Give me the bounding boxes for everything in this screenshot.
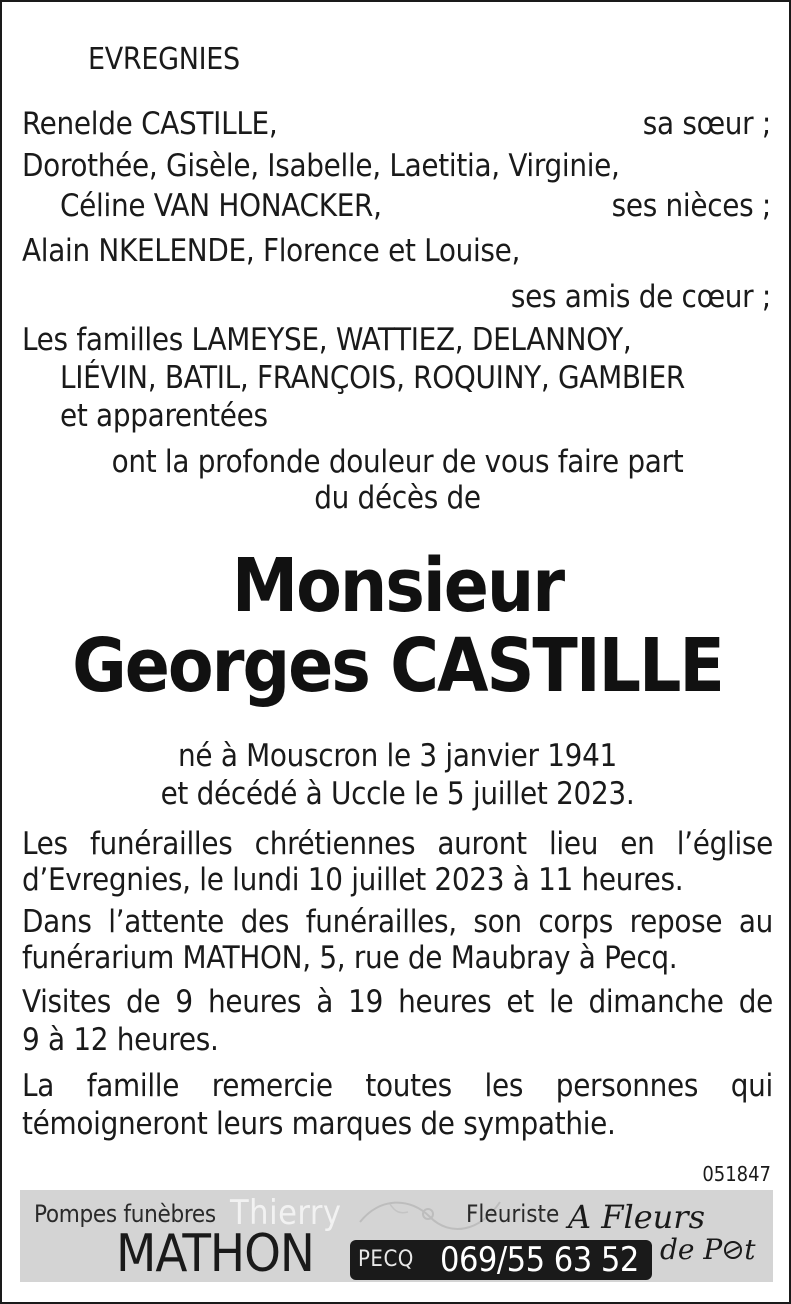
village-heading: EVREGNIES — [88, 42, 240, 77]
paragraph-line: La famille remercie toutes les personnes qui — [22, 1068, 773, 1104]
announcement-line: du décès de — [314, 480, 481, 516]
reference-number: 051847 — [702, 1162, 771, 1186]
family-relation: ses nièces ; — [611, 188, 771, 224]
florist-name-part: de P — [660, 1233, 723, 1266]
deceased-title: Monsieur — [231, 543, 564, 629]
florist-name-part: t — [744, 1233, 756, 1266]
birth-line: né à Mouscron le 3 janvier 1941 — [178, 738, 617, 774]
paragraph-line: témoigneront leurs marques de sympathie. — [22, 1106, 616, 1142]
family-member-name: Dorothée, Gisèle, Isabelle, Laetitia, Virginie, — [22, 148, 620, 184]
funeral-director-last-name: MATHON — [116, 1224, 314, 1282]
fleuriste-label: Fleuriste — [466, 1200, 560, 1228]
paragraph-line: Dans l’attente des funérailles, son corps repose au — [22, 904, 773, 940]
town-label: PECQ — [358, 1247, 414, 1272]
funeral-home-banner — [20, 1190, 773, 1282]
phone-number: 069/55 63 52 — [440, 1240, 639, 1280]
paragraph-line: 9 à 12 heures. — [22, 1022, 219, 1058]
family-member-name: et apparentées — [60, 398, 268, 434]
flower-pot-icon — [722, 1239, 744, 1261]
death-line: et décédé à Uccle le 5 juillet 2023. — [160, 776, 635, 812]
paragraph-line: funérarium MATHON, 5, rue de Maubray à Pecq. — [22, 940, 678, 976]
family-member-name: Céline VAN HONACKER, — [60, 188, 382, 224]
announcement-line: ont la profonde douleur de vous faire part — [111, 444, 684, 480]
phone-box — [350, 1240, 652, 1280]
paragraph-line: d’Evregnies, le lundi 10 juillet 2023 à 11 heures. — [22, 862, 684, 898]
deceased-name: Georges CASTILLE — [72, 623, 723, 709]
family-relation: sa sœur ; — [642, 106, 771, 142]
family-member-name: Renelde CASTILLE, — [22, 106, 278, 142]
florist-name-2 — [660, 1234, 756, 1266]
family-member-name: Les familles LAMEYSE, WATTIEZ, DELANNOY, — [22, 322, 632, 358]
funeral-director-first-name: Thierry — [230, 1193, 342, 1233]
pompes-funebres-label: Pompes funèbres — [34, 1200, 216, 1228]
paragraph-line: Les funérailles chrétiennes auront lieu en l’église — [22, 826, 773, 862]
family-member-name: LIÉVIN, BATIL, FRANÇOIS, ROQUINY, GAMBIER — [60, 360, 685, 396]
family-relation: ses amis de cœur ; — [510, 279, 771, 315]
paragraph-line: Visites de 9 heures à 19 heures et le dimanche de — [22, 984, 773, 1020]
family-member-name: Alain NKELENDE, Florence et Louise, — [22, 233, 521, 269]
florist-name: A Fleurs — [568, 1198, 705, 1236]
